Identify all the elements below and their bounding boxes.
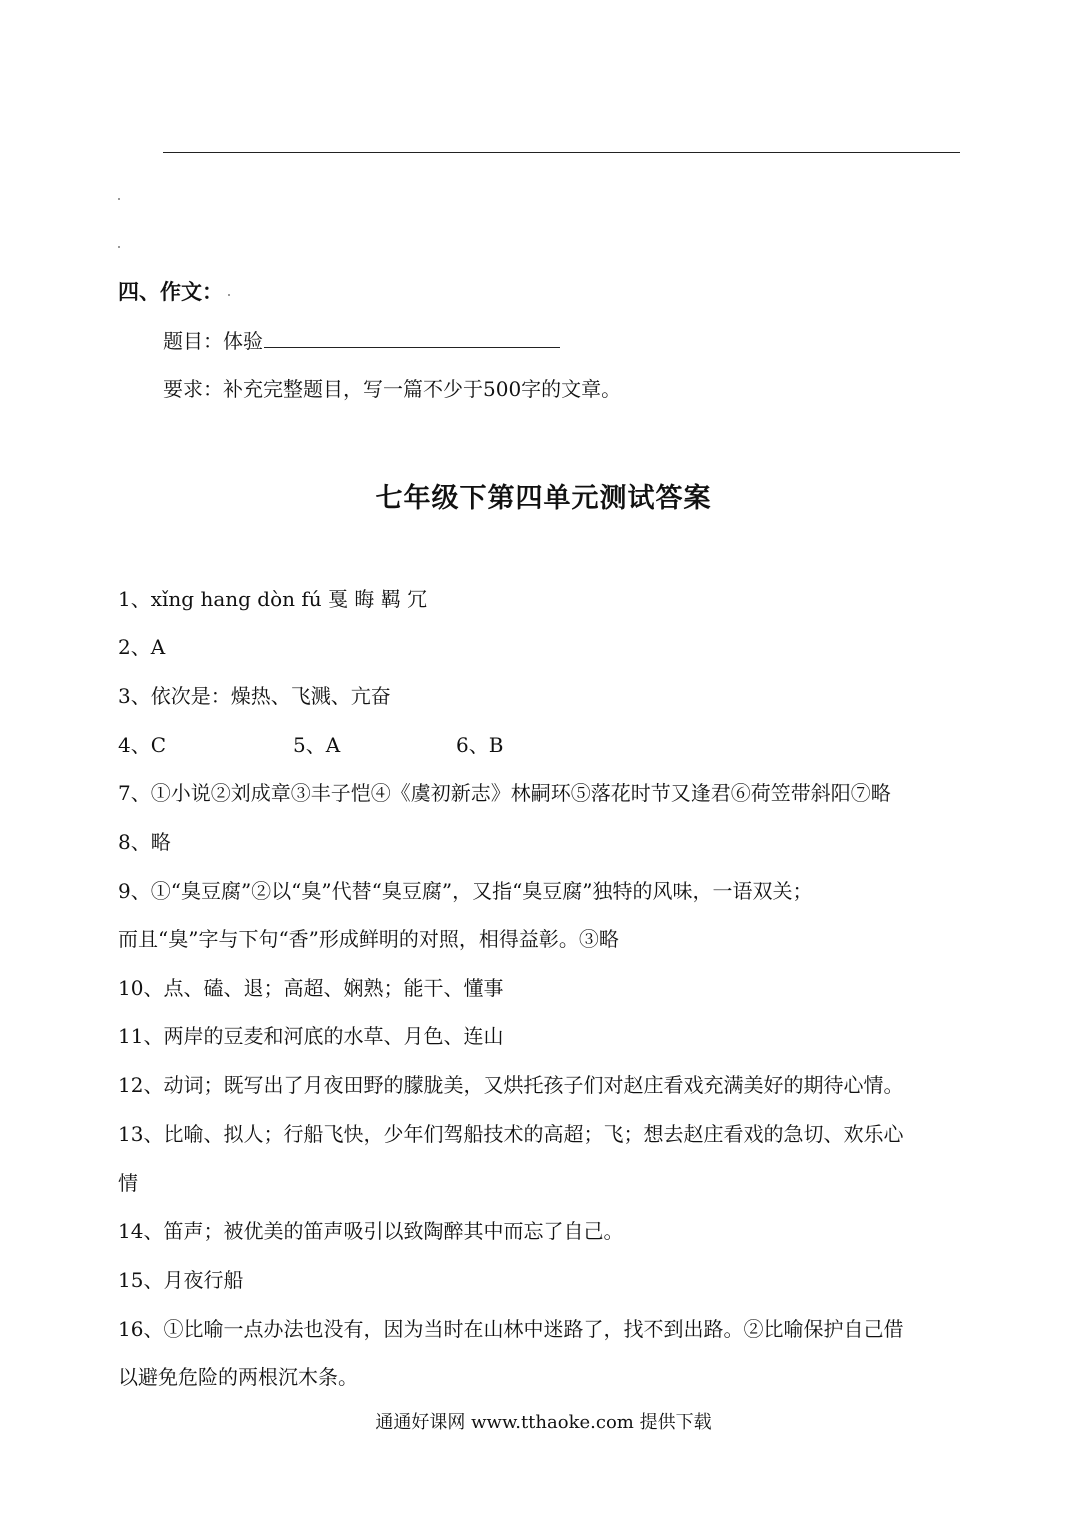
answer-item: 15、月夜行船 [118, 1268, 244, 1292]
essay-topic [163, 325, 560, 354]
section-heading: 四、作文： [118, 279, 223, 304]
answer-item: 2、A [118, 635, 166, 659]
stray-mark [118, 246, 120, 248]
page-footer: 通通好课网 www.tthaoke.com 提供下载 [375, 1412, 712, 1433]
answer-item: 8、略 [118, 830, 171, 854]
answer-item: 9、①“臭豆腐”②以“臭”代替“臭豆腐”，又指“臭豆腐”独特的风味，一语双关； [118, 879, 813, 903]
answer-item: 5、A [293, 733, 341, 757]
answer-item: 14、笛声；被优美的笛声吸引以致陶醉其中而忘了自己。 [118, 1219, 624, 1243]
answer-item: 16、①比喻一点办法也没有，因为当时在山林中迷路了，找不到出路。②比喻保护自己借 [118, 1317, 904, 1341]
answer-item: 6、B [456, 733, 504, 757]
answer-item-continued: 情 [118, 1171, 138, 1195]
answer-item: 13、比喻、拟人；行船飞快，少年们驾船技术的高超；飞；想去赵庄看戏的急切、欢乐心 [118, 1122, 904, 1146]
answer-line [163, 152, 960, 153]
answers-title: 七年级下第四单元测试答案 [375, 483, 712, 514]
stray-mark [118, 198, 120, 200]
topic-blank-line [264, 327, 560, 348]
answer-item: 11、两岸的豆麦和河底的水草、月色、连山 [118, 1024, 504, 1048]
essay-topic-label: 题目：体验 [163, 329, 263, 353]
answer-item: 4、C [118, 733, 167, 757]
answer-item: 12、动词；既写出了月夜田野的朦胧美，又烘托孩子们对赵庄看戏充满美好的期待心情。 [118, 1073, 904, 1097]
answer-item-continued: 而且“臭”字与下句“香”形成鲜明的对照，相得益彰。③略 [118, 927, 619, 951]
stray-mark [228, 294, 230, 296]
answer-item: 7、①小说②刘成章③丰子恺④《虞初新志》林嗣环⑤落花时节又逢君⑥荷笠带斜阳⑦略 [118, 781, 891, 805]
answer-item: 1、xǐng hang dòn fú 戛 晦 羁 冗 [118, 587, 428, 611]
answer-item: 10、点、磕、退；高超、娴熟；能干、懂事 [118, 976, 504, 1000]
essay-requirement: 要求：补充完整题目，写一篇不少于500字的文章。 [163, 377, 622, 401]
answer-item: 3、依次是：燥热、飞溅、亢奋 [118, 684, 391, 708]
answer-item-continued: 以避免危险的两根沉木条。 [118, 1365, 358, 1389]
